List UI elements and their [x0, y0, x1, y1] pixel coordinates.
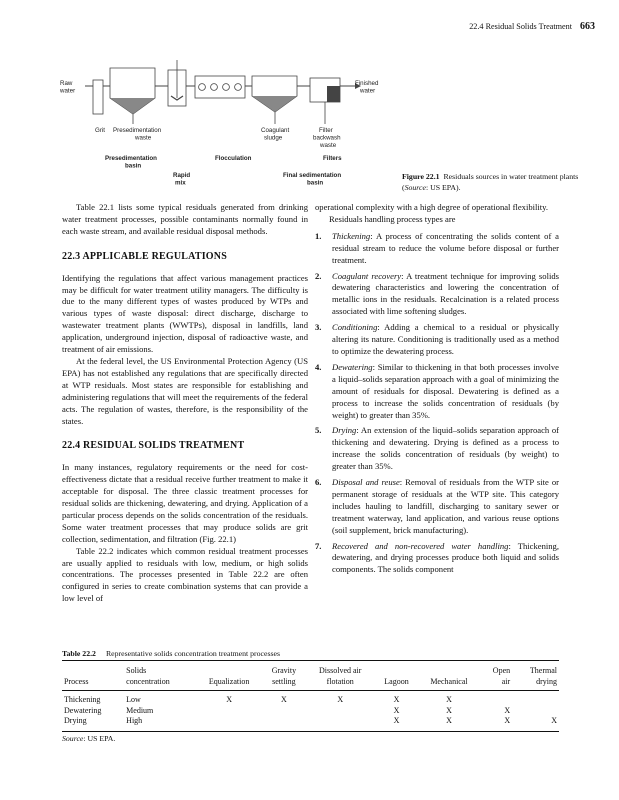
figure-caption-source: : US EPA). — [425, 183, 461, 192]
table-cell — [196, 706, 263, 717]
table-cell: X — [512, 716, 559, 731]
label-presed-basin: Presedimentation basin — [105, 155, 157, 170]
presed-sludge — [110, 98, 155, 114]
table-source — [62, 734, 115, 743]
label-filter-backwash: Filter backwash waste — [313, 127, 341, 149]
label-final-sed-basin: Final sedimentation basin — [283, 172, 342, 187]
list-item — [315, 477, 559, 537]
list-item-term: Drying — [332, 425, 357, 436]
table-cell: X — [281, 695, 287, 704]
table-header-cell: concentration — [124, 677, 196, 691]
table-source-label: Source — [62, 734, 84, 743]
list-item — [315, 362, 559, 422]
table-cell: Drying — [62, 716, 124, 731]
list-item-text: : A treatment technique for improving solids dewatering characteristics and lowering the concentration of metallic ions in the residuals. Recalcination is a related process associated with lime softening sludges. — [332, 270, 559, 317]
table-cell — [196, 716, 263, 731]
left-column — [62, 202, 308, 605]
table-cell — [263, 716, 306, 731]
page-number: 663 — [580, 21, 595, 32]
table-header-cell — [418, 661, 480, 677]
table-header-row-bottom — [62, 677, 559, 691]
table-cell — [480, 691, 512, 706]
residual-treatment-paragraph-2: Table 22.2 indicates which common residual treatment processes are usually applied to residuals with low, medium, or high solids concentrations. The processes presented in Table 22.2 are often configured in series to create combination systems that can provide a low level of — [62, 545, 308, 604]
list-item — [315, 425, 559, 473]
list-item-term: Coagulant recovery — [332, 270, 402, 281]
table-source-text: : US EPA. — [83, 734, 116, 743]
list-item-term: Recovered and non-recovered water handling — [332, 540, 509, 551]
list-item-term: Thickening — [332, 230, 371, 241]
table-header-cell: drying — [512, 677, 559, 691]
list-item-text: : An extension of the liquid–solids separation approach of thickening and dewatering. Drying is defined as a process to increase the solids concentration of residuals (by weight) to greater than 35%. — [332, 425, 559, 472]
running-header — [469, 21, 595, 32]
table-cell: X — [480, 716, 512, 731]
table-header-cell: Lagoon — [375, 677, 418, 691]
table-header-row-top — [62, 661, 559, 677]
table-header-cell: Mechanical — [418, 677, 480, 691]
flocculation-basin — [195, 76, 245, 98]
list-item-text: : Similar to thickening in that both processes involve a liquid–solids separation approach with a goal of minimizing the amount of residuals for disposal. Dewatering is defined as a process to increase the solids concentration of residuals (by weight) to greater than 35%. — [332, 361, 559, 420]
figure-caption-source-label: Source — [404, 183, 426, 192]
continuation-paragraph: operational complexity with a high degree of operational flexibility. — [315, 202, 549, 212]
figure-caption-text: Residuals sources in water treatment plants ( — [402, 172, 579, 192]
table-cell: X — [504, 705, 511, 715]
label-finished-water: Finished water — [355, 80, 379, 95]
running-title: 22.4 Residual Solids Treatment — [469, 22, 572, 31]
grit-chamber — [93, 80, 103, 114]
table-row — [62, 706, 559, 717]
final-sed-sludge — [252, 96, 297, 112]
regulations-paragraph-2: At the federal level, the US Environmental Protection Agency (US EPA) has not established any regulations that are specifically directed at WTP residuals. Most states are responsible for establishing and administering regulations that will meet the requirements of the federal acts. The regulation of wastes, therefore, is the responsibility of the states. — [62, 355, 308, 426]
table-header-cell: Process — [62, 677, 124, 691]
table-cell — [512, 691, 559, 706]
table-cell: X — [418, 716, 480, 731]
table-header-cell: Solids — [124, 661, 196, 677]
table-cell — [305, 706, 375, 717]
table-cell: X — [337, 695, 344, 704]
intro-paragraph: Table 22.1 lists some typical residuals generated from drinking water treatment processes, possible contaminants normally found in each waste stream, and available residual disposal methods. — [62, 202, 308, 236]
table-header-cell: air — [480, 677, 512, 691]
table-cell — [512, 706, 559, 717]
table-header-cell: Gravity — [263, 661, 306, 677]
table-header-cell: Dissolved air — [305, 661, 375, 677]
table-header-cell: flotation — [305, 677, 375, 691]
table-cell: X — [226, 695, 232, 704]
list-item — [315, 271, 559, 319]
table-header-cell — [196, 661, 263, 677]
list-item-number: 7. — [315, 540, 322, 551]
section-22-3-heading: 22.3 APPLICABLE REGULATIONS — [62, 250, 227, 262]
list-intro: Residuals handling process types are — [329, 213, 456, 224]
table-cell: High — [124, 716, 196, 731]
table-header-cell: Thermal — [512, 661, 559, 677]
list-item-text: : Removal of residuals from the WTP site or permanent storage of residuals at the WTP site. This category includes hauling to landfill, discharging to sanitary sewer or treatment waterway, land application, and various reuse options (soil supplement, brick manufacturing). — [332, 477, 559, 535]
label-presed-waste: Presedimentation waste — [113, 127, 162, 142]
table-cell: X — [446, 705, 452, 715]
figure-caption — [402, 171, 582, 193]
label-coagulant-sludge: Coagulant sludge — [261, 127, 290, 142]
list-item — [315, 322, 559, 358]
list-item-term: Dewatering — [332, 361, 373, 372]
list-item-text: : Thickening, dewatering, and drying processes produce both liquid and solids components. The solids component — [332, 540, 559, 575]
table-label: Table 22.2 — [62, 649, 96, 658]
label-raw-water: Raw water — [60, 80, 76, 95]
table-cell: X — [375, 716, 418, 731]
label-filters: Filters — [323, 155, 342, 162]
process-types-list — [315, 231, 559, 576]
table-row — [62, 691, 559, 706]
residual-treatment-paragraph-1: In many instances, regulatory requirements or the need for cost-effectiveness dictate that a residual receive further treatment to make it acceptable for disposal. The three classic treatment processes for residual solids are thickening, dewatering, and drying. Application of a particular process depends on the solids concentration of the residuals. Some water treatment processes that may produce solids are grit collection, sedimentation, and filtration (Fig. 22.1) — [62, 462, 308, 544]
label-flocculation: Flocculation — [215, 155, 252, 162]
solids-treatment-table — [62, 660, 559, 732]
table-cell: Medium — [126, 705, 154, 715]
label-grit: Grit — [95, 127, 105, 134]
table-row — [62, 716, 559, 731]
table-title — [62, 649, 280, 658]
list-item-number: 3. — [315, 322, 322, 333]
list-item-number: 2. — [315, 270, 322, 281]
table-header-cell — [375, 661, 418, 677]
table-cell: Low — [126, 695, 141, 704]
list-item-number: 6. — [315, 477, 322, 488]
table-cell: X — [446, 695, 452, 704]
list-item-number: 4. — [315, 361, 322, 372]
list-item-number: 5. — [315, 425, 322, 436]
table-cell: Dewatering — [64, 705, 102, 715]
label-rapid-mix: Rapid mix — [173, 172, 191, 187]
regulations-paragraph-1: Identifying the regulations that affect various management practices may be difficult for water treatment utility managers. The difficulty is due to the many different types of wastes produced by WTPs and various types of waste disposal: direct discharge, discharge to wastewater treatment plants (WWTPs), disposal in landfills, land application, underground injection, disposal of radioactive waste, and treatment of air emissions. — [62, 272, 308, 355]
list-item — [315, 541, 559, 577]
section-22-4-heading: 22.4 RESIDUAL SOLIDS TREATMENT — [62, 440, 245, 452]
table-title-text: Representative solids concentration treatment processes — [105, 649, 281, 658]
table-header-cell: settling — [263, 677, 306, 691]
figure-caption-label: Figure 22.1 — [402, 172, 440, 181]
table-cell: X — [393, 695, 400, 704]
table-header-cell: Equalization — [196, 677, 263, 691]
table-cell: Thickening — [64, 695, 101, 704]
filter-media — [327, 86, 340, 102]
list-item-term: Disposal and reuse — [332, 477, 400, 488]
right-column — [315, 202, 559, 580]
table-cell: X — [393, 705, 400, 715]
list-item — [315, 231, 559, 267]
table-header-cell: Open — [480, 661, 512, 677]
list-item-text: : A process of concentrating the solids content of a residual stream to reduce the volume before disposal or further treatment. — [332, 230, 559, 265]
table-cell — [263, 706, 306, 717]
table-cell — [305, 716, 375, 731]
table-header-cell — [62, 661, 124, 677]
figure-22-1-diagram — [55, 40, 405, 190]
list-item-number: 1. — [315, 230, 322, 241]
list-item-term: Conditioning — [332, 322, 378, 333]
list-item-text: : Adding a chemical to a residual or physically altering its nature. Conditioning is traditionally used as a method to optimize the dewatering process. — [332, 322, 559, 356]
